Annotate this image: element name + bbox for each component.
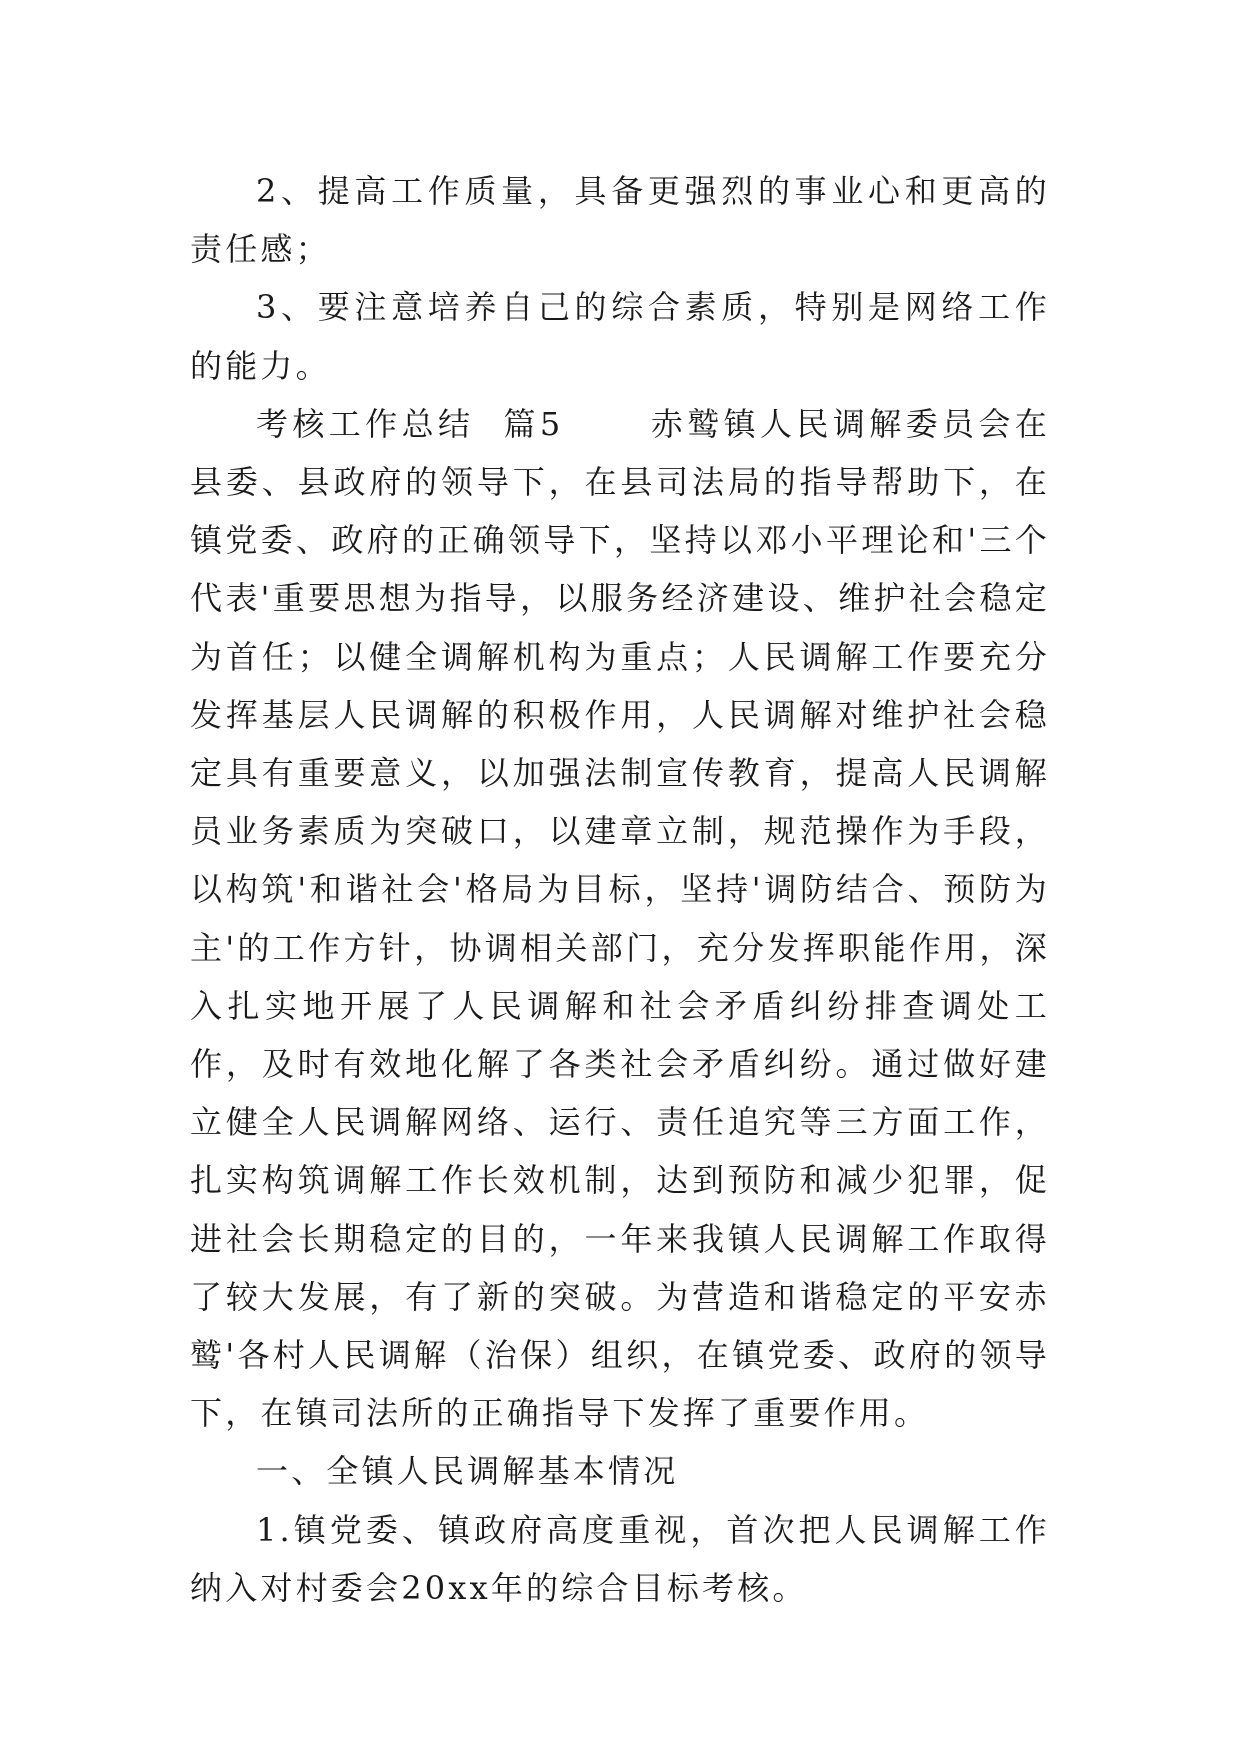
- paragraph-item-1: 1.镇党委、镇政府高度重视，首次把人民调解工作纳入对村委会20xx年的综合目标考核。: [190, 1510, 1050, 1607]
- document-body: [190, 162, 1050, 1617]
- paragraph-item-2: 2、提高工作质量，具备更强烈的事业心和更高的责任感；: [190, 172, 1050, 269]
- paragraph-section-5: 考核工作总结 篇5 赤鹫镇人民调解委员会在县委、县政府的领导下，在县司法局的指导帮助下，在镇党委、政府的正确领导下，坚持以邓小平理论和'三个代表'重要思想为指导，以服务经济建设、维护社会稳定为首任；以健全调解机构为重点；人民调解工作要充分发挥基层人民调解的积极作用，人民调解对维护社会稳定具有重要意义，以加强法制宣传教育，提高人民调解员业务素质为突破口，以建章立制，规范操作为手段，以构筑'和谐社会'格局为目标，坚持'调防结合、预防为主'的工作方针，协调相关部门，充分发挥职能作用，深入扎实地开展了人民调解和社会矛盾纠纷排查调处工作，及时有效地化解了各类社会矛盾纠纷。通过做好建立健全人民调解网络、运行、责任追究等三方面工作，扎实构筑调解工作长效机制，达到预防和减少犯罪，促进社会长期稳定的目的，一年来我镇人民调解工作取得了较大发展，有了新的突破。为营造和谐稳定的平安赤鹫'各村人民调解（治保）组织，在镇党委、政府的领导下，在镇司法所的正确指导下发挥了重要作用。: [190, 404, 1050, 1433]
- paragraph-item-3: 3、要注意培养自己的综合素质，特别是网络工作的能力。: [190, 288, 1050, 385]
- paragraph-heading-basic-situation: 一、全镇人民调解基本情况: [256, 1452, 679, 1491]
